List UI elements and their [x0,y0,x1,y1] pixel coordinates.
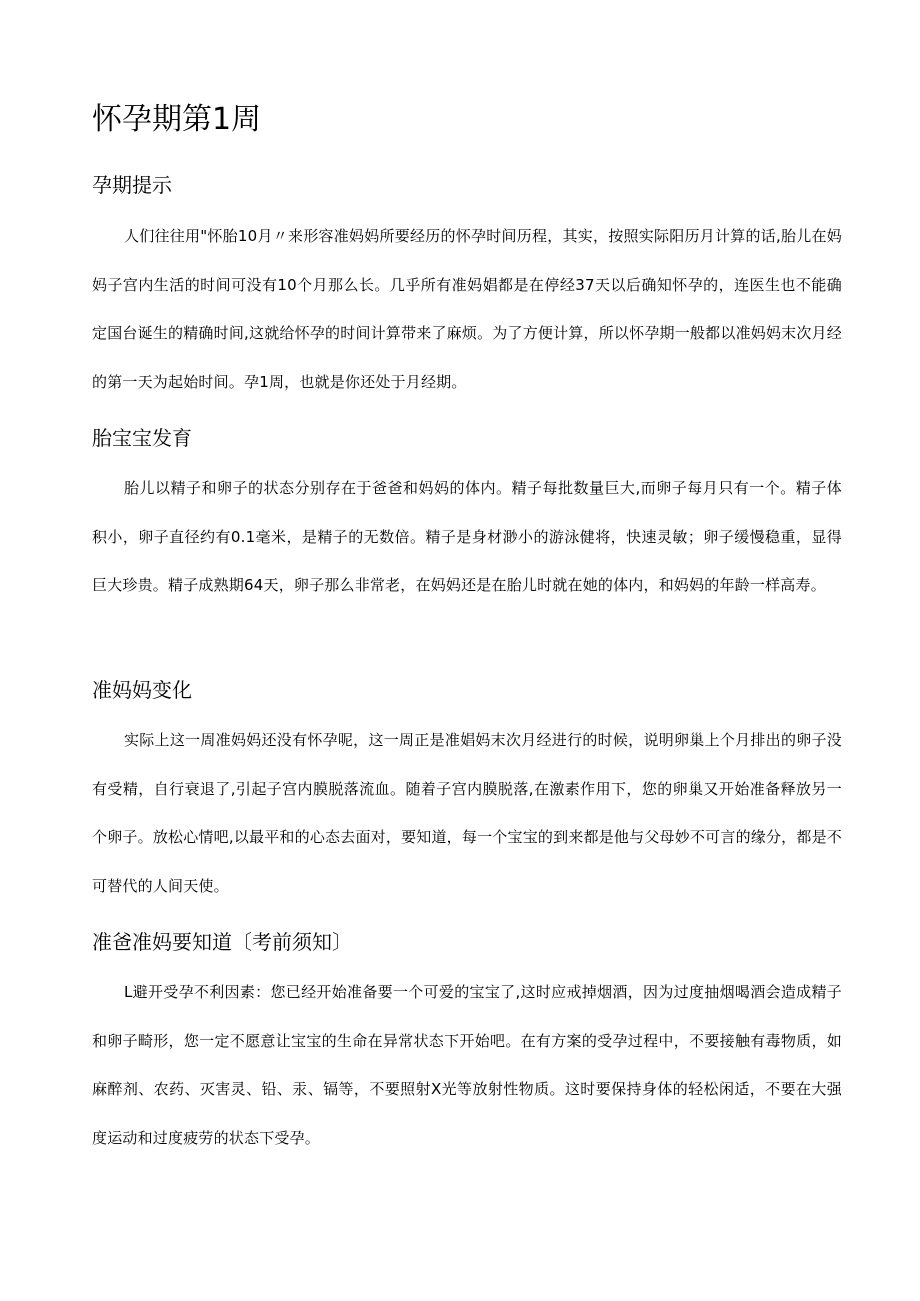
section-heading-fetal-development: 胎宝宝发育 [92,426,192,450]
section-body-fetal-development: 胎儿以精子和卵子的状态分别存在于爸爸和妈妈的体内。精子每批数量巨大,而卵子每月只有一个。精子体积小，卵子直径约有0.1毫米，是精子的无数倍。精子是身材渺小的游泳健将，快速灵敏；卵子缓慢稳重，显得巨大珍贵。精子成熟期64天，卵子那么非常老，在妈妈还是在胎儿时就在她的体内，和妈妈的年龄一样高寿。 [92,479,842,594]
section-heading-mother-changes: 准妈妈变化 [92,678,192,702]
page-title: 怀孕期第1周 [92,102,262,137]
section-body-precautions: L避开受孕不利因素：您已经开始准备要一个可爱的宝宝了,这时应戒掉烟酒，因为过度抽烟喝酒会造成精子和卵子畸形，您一定不愿意让宝宝的生命在异常状态下开始吧。在有方案的受孕过程中，不要接触有毒物质，如麻醉剂、农药、灭害灵、铅、汞、镉等，不要照射X光等放射性物质。这时要保持身体的轻松闲适，不要在大强度运动和过度疲劳的状态下受孕。 [92,983,842,1147]
section-heading-precautions: 准爸准妈要知道〔考前须知〕 [92,930,352,954]
section-body-pregnancy-tips: 人们往往用"怀胎10月〃来形容准妈妈所要经历的怀孕时间历程，其实，按照实际阳历月计算的话,胎儿在妈妈子宫内生活的时间可没有10个月那么长。几乎所有准妈娼都是在停经37天以后确知怀孕的，连医生也不能确定国台诞生的精确时间,这就给怀孕的时间计算带来了麻烦。为了方便计算，所以怀孕期一般都以准妈妈末次月经的第一天为起始时间。孕1周，也就是你还处于月经期。 [92,227,842,391]
section-heading-pregnancy-tips: 孕期提示 [92,173,172,197]
section-body-mother-changes: 实际上这一周准妈妈还没有怀孕呢，这一周正是准娼妈末次月经进行的时候，说明卵巢上个月排出的卵子没有受精，自行衰退了,引起子宫内膜脱落流血。随着子宫内膜脱落,在激素作用下，您的卵巢又开始准备释放另一个卵子。放松心情吧,以最平和的心态去面对，要知道，每一个宝宝的到来都是他与父母妙不可言的缘分，都是不可替代的人间天使。 [92,731,842,895]
